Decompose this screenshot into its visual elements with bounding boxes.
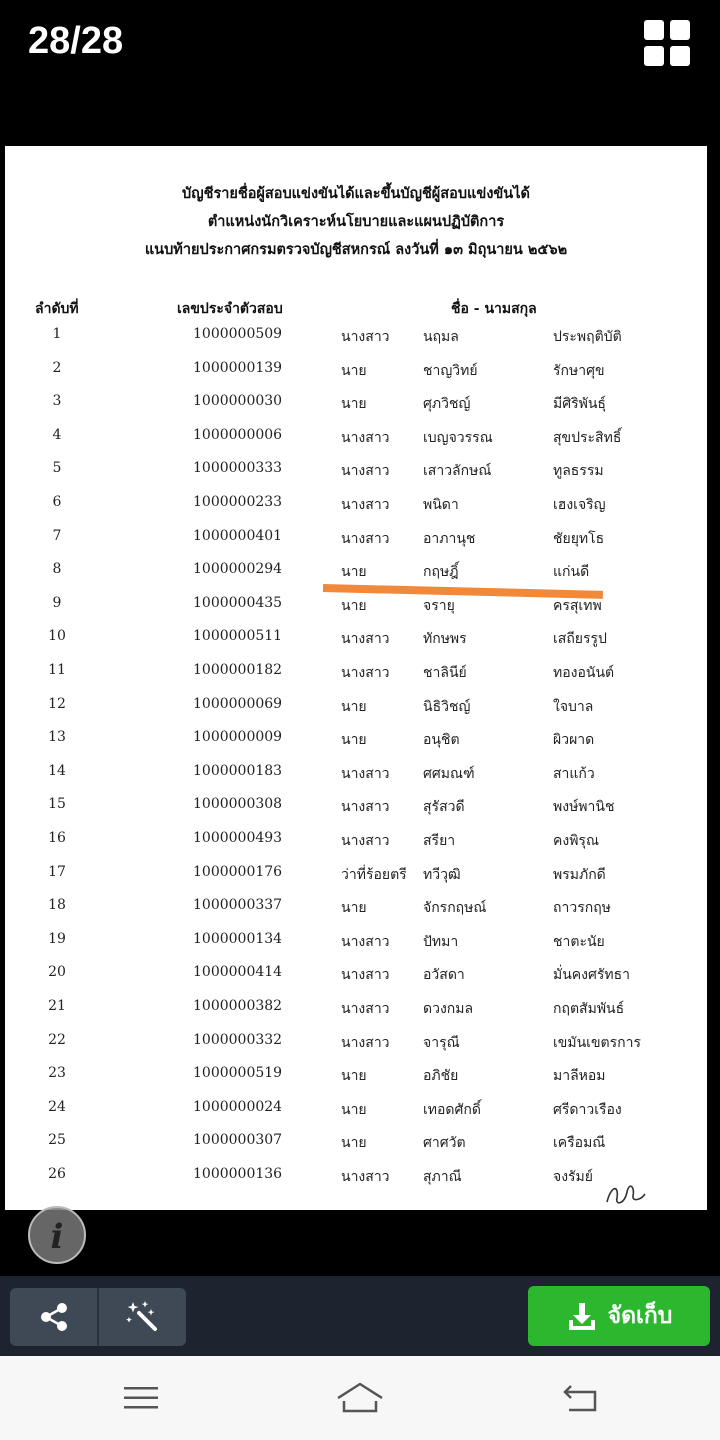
row-number: 5 — [52, 460, 62, 477]
name-title: นางสาว — [341, 799, 390, 816]
exam-id: 1000000435 — [193, 594, 283, 611]
exam-id: 1000000134 — [193, 930, 283, 947]
first-name: อนุชิต — [423, 732, 460, 749]
exam-id: 1000000519 — [193, 1065, 283, 1082]
download-icon — [566, 1300, 598, 1332]
last-name: เขมันเขตรการ — [553, 1034, 641, 1051]
first-name: จารุณี — [423, 1034, 460, 1051]
grid-view-button[interactable] — [644, 20, 690, 66]
row-number: 22 — [48, 1031, 66, 1048]
name-title: นางสาว — [341, 631, 390, 648]
name-title: นางสาว — [341, 463, 390, 480]
first-name: ดวงกมล — [423, 1001, 474, 1017]
row-number: 17 — [48, 863, 66, 880]
last-name: พรมภักดี — [553, 866, 606, 883]
row-number: 26 — [48, 1166, 66, 1182]
row-number: 13 — [48, 729, 66, 746]
last-name: ถาวรกฤษ — [553, 900, 611, 917]
row-number: 20 — [48, 964, 66, 981]
tool-group — [10, 1288, 186, 1346]
first-name: อวัสดา — [423, 967, 465, 984]
first-name: อภิชัย — [423, 1068, 459, 1085]
last-name: ทองอนันต์ — [553, 665, 615, 681]
table-row — [5, 595, 707, 629]
first-name: ศศมณฑ์ — [423, 765, 475, 782]
first-name: ทวีวุฒิ — [423, 866, 461, 883]
table-row — [5, 1032, 707, 1066]
share-button[interactable] — [10, 1288, 97, 1346]
info-icon: i — [50, 1217, 64, 1257]
doc-title-line-3: แนบท้ายประกาศกรมตรวจบัญชีสหกรณ์ ลงวันที่ ๑๓ มิถุนายน ๒๕๖๒ — [144, 241, 568, 258]
exam-id: 1000000401 — [193, 527, 283, 544]
table-row — [5, 427, 707, 461]
first-name: เบญจวรรณ — [423, 429, 493, 446]
name-title: นางสาว — [341, 497, 390, 513]
exam-id: 1000000069 — [193, 695, 283, 712]
exam-id: 1000000182 — [193, 662, 283, 678]
row-number: 21 — [48, 998, 66, 1014]
page-counter: 28/28 — [28, 20, 124, 62]
row-number: 12 — [48, 695, 66, 712]
row-number: 3 — [52, 393, 62, 410]
name-title: นาย — [341, 362, 367, 379]
row-number: 25 — [48, 1132, 66, 1149]
last-name: ทูลธรรม — [553, 463, 604, 480]
last-name: เสถียรรูป — [553, 631, 607, 648]
back-icon — [561, 1382, 601, 1414]
name-title: นางสาว — [341, 1001, 390, 1017]
row-number: 7 — [52, 527, 62, 544]
exam-id: 1000000139 — [193, 359, 283, 376]
table-row — [5, 360, 707, 394]
first-name: สุรัสวดี — [423, 799, 465, 816]
name-title: นางสาว — [341, 833, 390, 849]
first-name: จักรกฤษณ์ — [423, 900, 487, 917]
first-name: ชาญวิทย์ — [423, 362, 478, 379]
first-name: สุภาณี — [423, 1169, 462, 1185]
last-name: ครสุเทพ — [553, 597, 602, 614]
menu-button[interactable] — [116, 1376, 166, 1420]
exam-id: 1000000024 — [193, 1098, 283, 1115]
exam-id: 1000000332 — [193, 1031, 283, 1048]
name-title: นางสาว — [341, 765, 390, 782]
last-name: ประพฤติบัติ — [553, 329, 622, 345]
last-name: ชัยยุทโธ — [553, 530, 605, 547]
first-name: กฤษฎิ์ — [423, 564, 459, 581]
table-row — [5, 460, 707, 494]
first-name: นฤมล — [423, 329, 459, 345]
row-number: 23 — [48, 1065, 66, 1082]
name-title: นางสาว — [341, 665, 390, 681]
exam-id: 1000000333 — [193, 460, 283, 477]
name-title: นาย — [341, 732, 367, 749]
exam-id: 1000000382 — [193, 998, 283, 1014]
bottom-toolbar — [0, 1276, 720, 1356]
signature-mark — [601, 1176, 651, 1208]
last-name: สาแก้ว — [553, 765, 595, 782]
exam-id: 1000000493 — [193, 830, 283, 846]
row-number: 24 — [48, 1098, 66, 1115]
row-number: 10 — [48, 628, 66, 645]
exam-id: 1000000030 — [193, 393, 283, 410]
table-row — [5, 1099, 707, 1133]
name-title: นาย — [341, 396, 367, 413]
document-page[interactable] — [5, 146, 707, 1210]
last-name: คงพิรุณ — [553, 833, 599, 849]
doc-title-line-2: ตำแหน่งนักวิเคราะห์นโยบายและแผนปฏิบัติการ — [207, 213, 505, 230]
table-row — [5, 763, 707, 797]
row-number: 8 — [52, 561, 62, 578]
exam-id: 1000000511 — [193, 628, 283, 645]
first-name: ศาศวัต — [423, 1135, 466, 1152]
first-name: เสาวลักษณ์ — [423, 463, 492, 480]
table-row — [5, 1132, 707, 1166]
doc-title-line-1: บัญชีรายชื่อผู้สอบแข่งขันได้และขึ้นบัญชีผู้สอบแข่งขันได้ — [182, 185, 530, 202]
name-title: นางสาว — [341, 933, 390, 950]
table-row — [5, 326, 707, 360]
last-name: สุขประสิทธิ์ — [553, 429, 622, 446]
last-name: กฤตสัมพันธ์ — [553, 1001, 625, 1017]
name-title: นางสาว — [341, 967, 390, 984]
grid-icon — [644, 20, 664, 40]
first-name: ปัทมา — [423, 933, 459, 950]
exam-id: 1000000009 — [193, 729, 283, 746]
last-name: พงษ์พานิช — [553, 799, 615, 816]
first-name: เทอดศักดิ์ — [423, 1101, 481, 1118]
name-title: นางสาว — [341, 429, 390, 446]
first-name: ชาลินีย์ — [423, 665, 467, 681]
name-title: นางสาว — [341, 530, 390, 547]
exam-id: 1000000136 — [193, 1166, 283, 1182]
name-title: ว่าที่ร้อยตรี — [341, 866, 407, 883]
last-name: เฮงเจริญ — [553, 497, 606, 513]
row-number: 15 — [48, 796, 66, 813]
table-row — [5, 964, 707, 998]
last-name: รักษาศุข — [553, 362, 605, 379]
android-nav-bar — [0, 1356, 720, 1440]
exam-id: 1000000183 — [193, 762, 283, 779]
table-row — [5, 628, 707, 662]
exam-id: 1000000307 — [193, 1132, 283, 1149]
home-button[interactable] — [335, 1376, 385, 1420]
row-number: 2 — [52, 359, 62, 376]
first-name: พนิดา — [423, 497, 459, 513]
table-row — [5, 1065, 707, 1099]
last-name: มีศิริพันธุ์ — [553, 396, 606, 413]
last-name: จงรัมย์ — [553, 1169, 593, 1185]
table-row — [5, 494, 707, 528]
first-name: อาภานุช — [423, 530, 476, 547]
exam-id: 1000000233 — [193, 494, 283, 510]
last-name: มั่นคงศรัทธา — [553, 967, 631, 984]
first-name: ทักษพร — [423, 631, 467, 648]
last-name: ใจบาล — [553, 698, 594, 715]
menu-icon — [123, 1384, 159, 1412]
table-row — [5, 696, 707, 730]
name-title: นาย — [341, 1068, 367, 1085]
last-name: ศรีดาวเรือง — [553, 1101, 622, 1118]
table-row — [5, 998, 707, 1032]
name-title: นางสาว — [341, 1169, 390, 1185]
exam-id: 1000000006 — [193, 426, 283, 443]
exam-id: 1000000308 — [193, 796, 283, 813]
home-icon — [335, 1381, 385, 1415]
exam-id: 1000000337 — [193, 897, 283, 914]
last-name: ชาตะนัย — [553, 933, 605, 950]
header-name: ชื่อ - นามสกุล — [451, 301, 537, 317]
name-title: นาย — [341, 1101, 367, 1118]
row-number: 11 — [48, 662, 66, 678]
table-row — [5, 528, 707, 562]
info-button[interactable] — [28, 1206, 86, 1264]
last-name: เครือมณี — [553, 1135, 606, 1152]
name-title: นาย — [341, 1135, 367, 1152]
last-name: ผิวผาด — [553, 732, 595, 749]
name-title: นางสาว — [341, 329, 390, 345]
table-row — [5, 796, 707, 830]
first-name: ศุภวิชญ์ — [423, 396, 471, 413]
exam-id: 1000000509 — [193, 326, 283, 342]
header-id: เลขประจำตัวสอบ — [177, 301, 283, 317]
share-icon — [37, 1300, 71, 1334]
exam-id: 1000000176 — [193, 863, 283, 880]
magic-wand-button[interactable] — [99, 1288, 186, 1346]
first-name: จรายุ — [423, 597, 455, 614]
table-row — [5, 897, 707, 931]
exam-id: 1000000294 — [193, 561, 283, 578]
table-row — [5, 729, 707, 763]
first-name: นิธิวิชญ์ — [423, 698, 471, 715]
first-name: สรียา — [423, 833, 456, 849]
name-title: นางสาว — [341, 1034, 390, 1051]
name-title: นาย — [341, 698, 367, 715]
name-title: นาย — [341, 597, 367, 614]
table-row — [5, 864, 707, 898]
row-number: 14 — [48, 762, 66, 779]
row-number: 1 — [52, 326, 62, 342]
table-row — [5, 662, 707, 696]
save-button[interactable] — [528, 1286, 710, 1346]
last-name: มาลีหอม — [553, 1068, 606, 1085]
table-row — [5, 931, 707, 965]
row-number: 4 — [52, 426, 62, 443]
name-title: นาย — [341, 900, 367, 917]
row-number: 6 — [52, 494, 62, 510]
row-number: 19 — [48, 930, 66, 947]
row-number: 9 — [52, 594, 62, 611]
table-row — [5, 393, 707, 427]
exam-id: 1000000414 — [193, 964, 283, 981]
last-name: แก่นดี — [553, 564, 590, 581]
save-button-label: จัดเก็บ — [607, 1303, 673, 1329]
row-number: 18 — [48, 897, 66, 914]
name-title: นาย — [341, 564, 367, 581]
row-number: 16 — [48, 830, 66, 846]
table-row — [5, 830, 707, 864]
back-button[interactable] — [556, 1376, 606, 1420]
header-no: ลำดับที่ — [35, 301, 79, 317]
magic-wand-icon — [125, 1299, 161, 1335]
